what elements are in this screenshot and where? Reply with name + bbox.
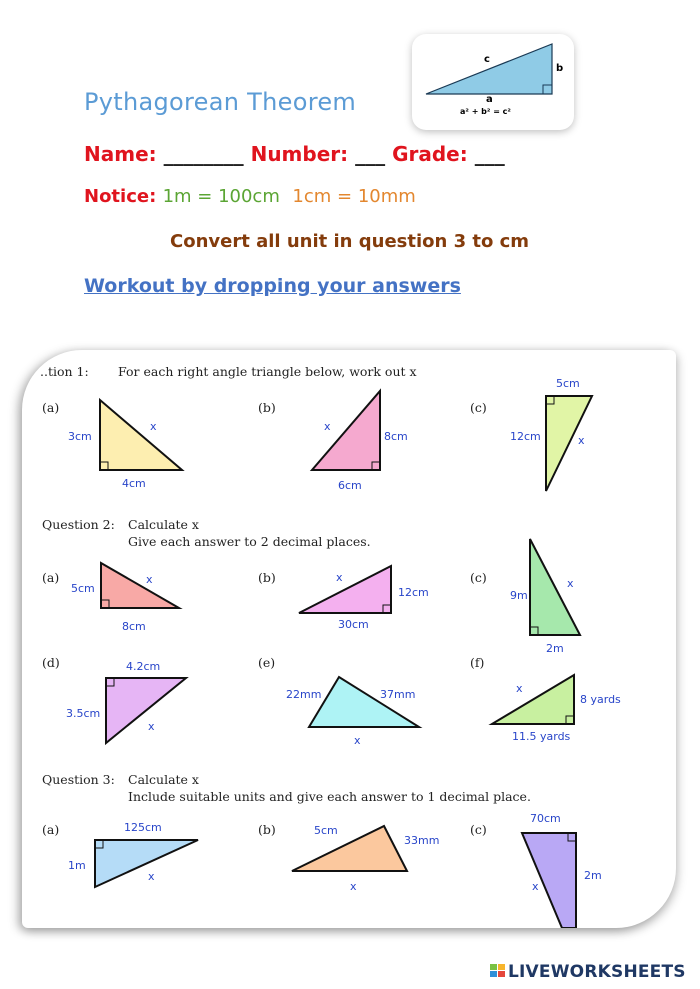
q3c-side-70cm: 70cm xyxy=(530,812,561,825)
workout-link[interactable]: Workout by dropping your answers xyxy=(84,275,461,297)
q2-line1: Calculate x xyxy=(128,517,199,532)
notice-rule-millimeters: 1cm = 10mm xyxy=(292,186,416,207)
q2f-label: (f) xyxy=(470,655,485,670)
q3a-side-125cm: 125cm xyxy=(124,821,162,834)
q2b-side-30cm: 30cm xyxy=(338,618,369,631)
q1b-side-6cm: 6cm xyxy=(338,479,362,492)
notice-label: Notice: xyxy=(84,186,157,207)
formula-card xyxy=(412,34,574,130)
notice-rule-meters: 1m = 100cm xyxy=(162,186,280,207)
q2c-side-x: x xyxy=(567,577,574,590)
q2e-side-22mm: 22mm xyxy=(286,688,322,701)
q2a-side-5cm: 5cm xyxy=(71,582,95,595)
q2c-side-2m: 2m xyxy=(546,642,564,655)
grade-label: Grade: xyxy=(392,142,468,166)
q1c-label: (c) xyxy=(470,400,487,415)
notice-line xyxy=(84,186,416,207)
q1a-label: (a) xyxy=(42,400,60,415)
worksheet-title: Pythagorean Theorem xyxy=(84,88,357,116)
q3-line1: Calculate x xyxy=(128,772,199,787)
q1a-side-4cm: 4cm xyxy=(122,477,146,490)
side-c-label: c xyxy=(484,54,490,65)
q2d-side-4-2cm: 4.2cm xyxy=(126,660,161,673)
q1c-side-5cm: 5cm xyxy=(556,377,580,390)
q2-label: Question 2: xyxy=(42,517,115,532)
side-a-label: a xyxy=(486,94,493,105)
brand-text: LIVEWORKSHEETS xyxy=(508,962,686,982)
number-label: Number: xyxy=(250,142,349,166)
q2b-side-12cm: 12cm xyxy=(398,586,429,599)
q2f-side-11-5-yards: 11.5 yards xyxy=(512,730,571,743)
q1b-side-8cm: 8cm xyxy=(384,430,408,443)
q2d-label: (d) xyxy=(42,655,60,670)
q3b-side-33mm: 33mm xyxy=(404,834,440,847)
q2e-side-x: x xyxy=(354,734,361,747)
q3a-side-x: x xyxy=(148,870,155,883)
q3a-label: (a) xyxy=(42,822,60,837)
q2d-side-x: x xyxy=(148,720,155,733)
name-blank: ________ xyxy=(163,142,244,166)
q3c-side-2m: 2m xyxy=(584,869,602,882)
q1c-side-12cm: 12cm xyxy=(510,430,541,443)
q3-line2: Include suitable units and give each answer to 1 decimal place. xyxy=(128,789,531,804)
q2b-label: (b) xyxy=(258,570,276,585)
student-info-line xyxy=(84,142,505,166)
q3b-label: (b) xyxy=(258,822,276,837)
q2f-side-8-yards: 8 yards xyxy=(580,693,621,706)
q2e-side-37mm: 37mm xyxy=(380,688,416,701)
q3-label: Question 3: xyxy=(42,772,115,787)
q2d-side-3-5cm: 3.5cm xyxy=(66,707,101,720)
q3b-side-x: x xyxy=(350,880,357,893)
q2c-side-9m: 9m xyxy=(510,589,528,602)
q1a-side-3cm: 3cm xyxy=(68,430,92,443)
q2a-side-8cm: 8cm xyxy=(122,620,146,633)
q1a-side-x: x xyxy=(150,420,157,433)
q3c-label: (c) xyxy=(470,822,487,837)
name-label: Name: xyxy=(84,142,157,166)
q1b-label: (b) xyxy=(258,400,276,415)
q1c-side-x: x xyxy=(578,434,585,447)
q1b-side-x: x xyxy=(324,420,331,433)
pythagorean-formula: a² + b² = c² xyxy=(460,107,511,116)
liveworksheets-logo-icon xyxy=(490,964,506,978)
q3a-side-1m: 1m xyxy=(68,859,86,872)
convert-instruction: Convert all unit in question 3 to cm xyxy=(170,231,530,252)
q2b-side-x: x xyxy=(336,571,343,584)
q2-line2: Give each answer to 2 decimal places. xyxy=(128,534,371,549)
q2c-label: (c) xyxy=(470,570,487,585)
grade-blank: ___ xyxy=(474,142,505,166)
q2a-label: (a) xyxy=(42,570,60,585)
side-b-label: b xyxy=(556,63,564,74)
q1-label: ..tion 1: xyxy=(40,364,89,379)
liveworksheets-brand[interactable] xyxy=(490,962,686,982)
q2a-side-x: x xyxy=(146,573,153,586)
q3b-side-5cm: 5cm xyxy=(314,824,338,837)
worksheet-panel xyxy=(22,350,676,928)
q2f-side-x: x xyxy=(516,682,523,695)
number-blank: ___ xyxy=(355,142,386,166)
q1-instruction: For each right angle triangle below, work out x xyxy=(118,364,417,379)
q3c-side-x: x xyxy=(532,880,539,893)
q2e-label: (e) xyxy=(258,655,276,670)
